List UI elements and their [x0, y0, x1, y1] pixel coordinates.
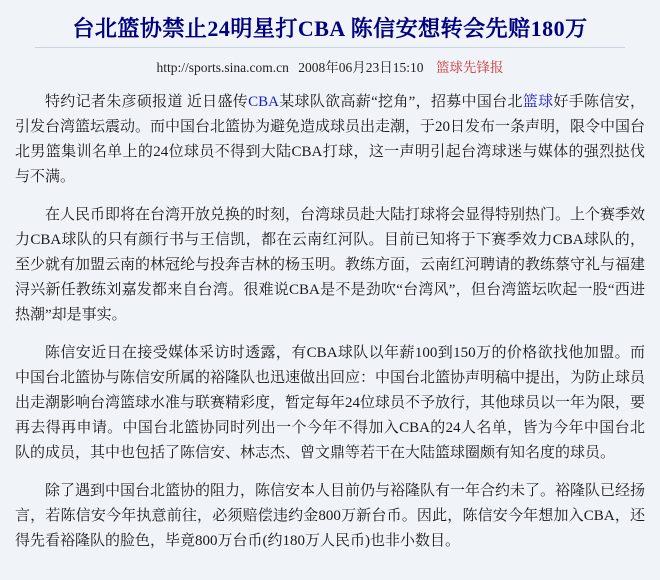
source-name-link[interactable]: 篮球先锋报 — [435, 60, 504, 75]
inline-link[interactable]: CBA — [248, 94, 279, 110]
article-paragraph — [15, 479, 645, 554]
source-line — [0, 59, 660, 76]
source-url: http://sports.sina.com.cn — [156, 60, 289, 75]
paragraph-text: 陈信安近日在接受媒体采访时透露，有CBA球队以年薪100到150万的价格欲找他加盟。而中国台北篮协与陈信安所属的裕隆队也迅速做出回应：中国台北篮协声明稿中提出，为防止球员出走潮影响台湾篮球水准与联赛精彩度，暂定每年24位球员不予放行，其他球员以一年为限，要再去得再申请。中国台北篮协同时列出一个今年不得加入CBA的24人名单，皆为今年中国台北队的成员，其中也包括了陈信安、林志杰、曾文鼎等若干在大陆篮球圈颇有知名度的球员。 — [15, 345, 646, 461]
paragraph-text: 特约记者朱彦硕报道 近日盛传 — [45, 94, 249, 110]
article-body — [15, 90, 645, 554]
title-divider — [35, 47, 625, 48]
article-paragraph — [15, 341, 645, 466]
paragraph-text: 某球队欲高薪“挖角”，招募中国台北 — [278, 94, 523, 110]
publish-datetime: 2008年06月23日15:10 — [298, 60, 424, 75]
inline-link[interactable]: 篮球 — [522, 94, 554, 110]
paragraph-text: 在人民币即将在台湾开放兑换的时刻，台湾球员赴大陆打球将会显得特别热门。上个赛季效力CBA球队的只有颜行书与王信凯，都在云南红河队。目前已知将于下赛季效力CBA球队的，至少就有加盟云南的林冠纶与投奔吉林的杨玉明。教练方面，云南红河聘请的教练蔡守礼与福建浔兴新任教练刘嘉发都来自台湾。很难说CBA是不是劲吹“台湾风”，但台湾篮坛吹起一股“西进热潮”却是事实。 — [15, 207, 646, 323]
paragraph-text: 除了遇到中国台北篮协的阻力，陈信安本人目前仍与裕隆队有一年合约未了。裕隆队已经扬言，若陈信安今年执意前往，必须赔偿违约金800万新台币。因此，陈信安今年想加入CBA，还得先看裕隆队的脸色，毕竟800万台币(约180万人民币)也非小数目。 — [15, 483, 646, 549]
article-paragraph — [15, 203, 645, 328]
article-paragraph — [15, 90, 645, 190]
article-page — [0, 15, 660, 580]
paragraph-text: 好手陈信安，引发台湾篮坛震动。而中国台北篮协为避免造成球员出走潮，于20日发布一条声明，限令中国台北男篮集训名单上的24位球员不得到大陆CBA打球，这一声明引起台湾球迷与媒体的强烈挞伐与不满。 — [15, 94, 646, 185]
article-title: 台北篮协禁止24明星打CBA 陈信安想转会先赔180万 — [72, 16, 588, 41]
